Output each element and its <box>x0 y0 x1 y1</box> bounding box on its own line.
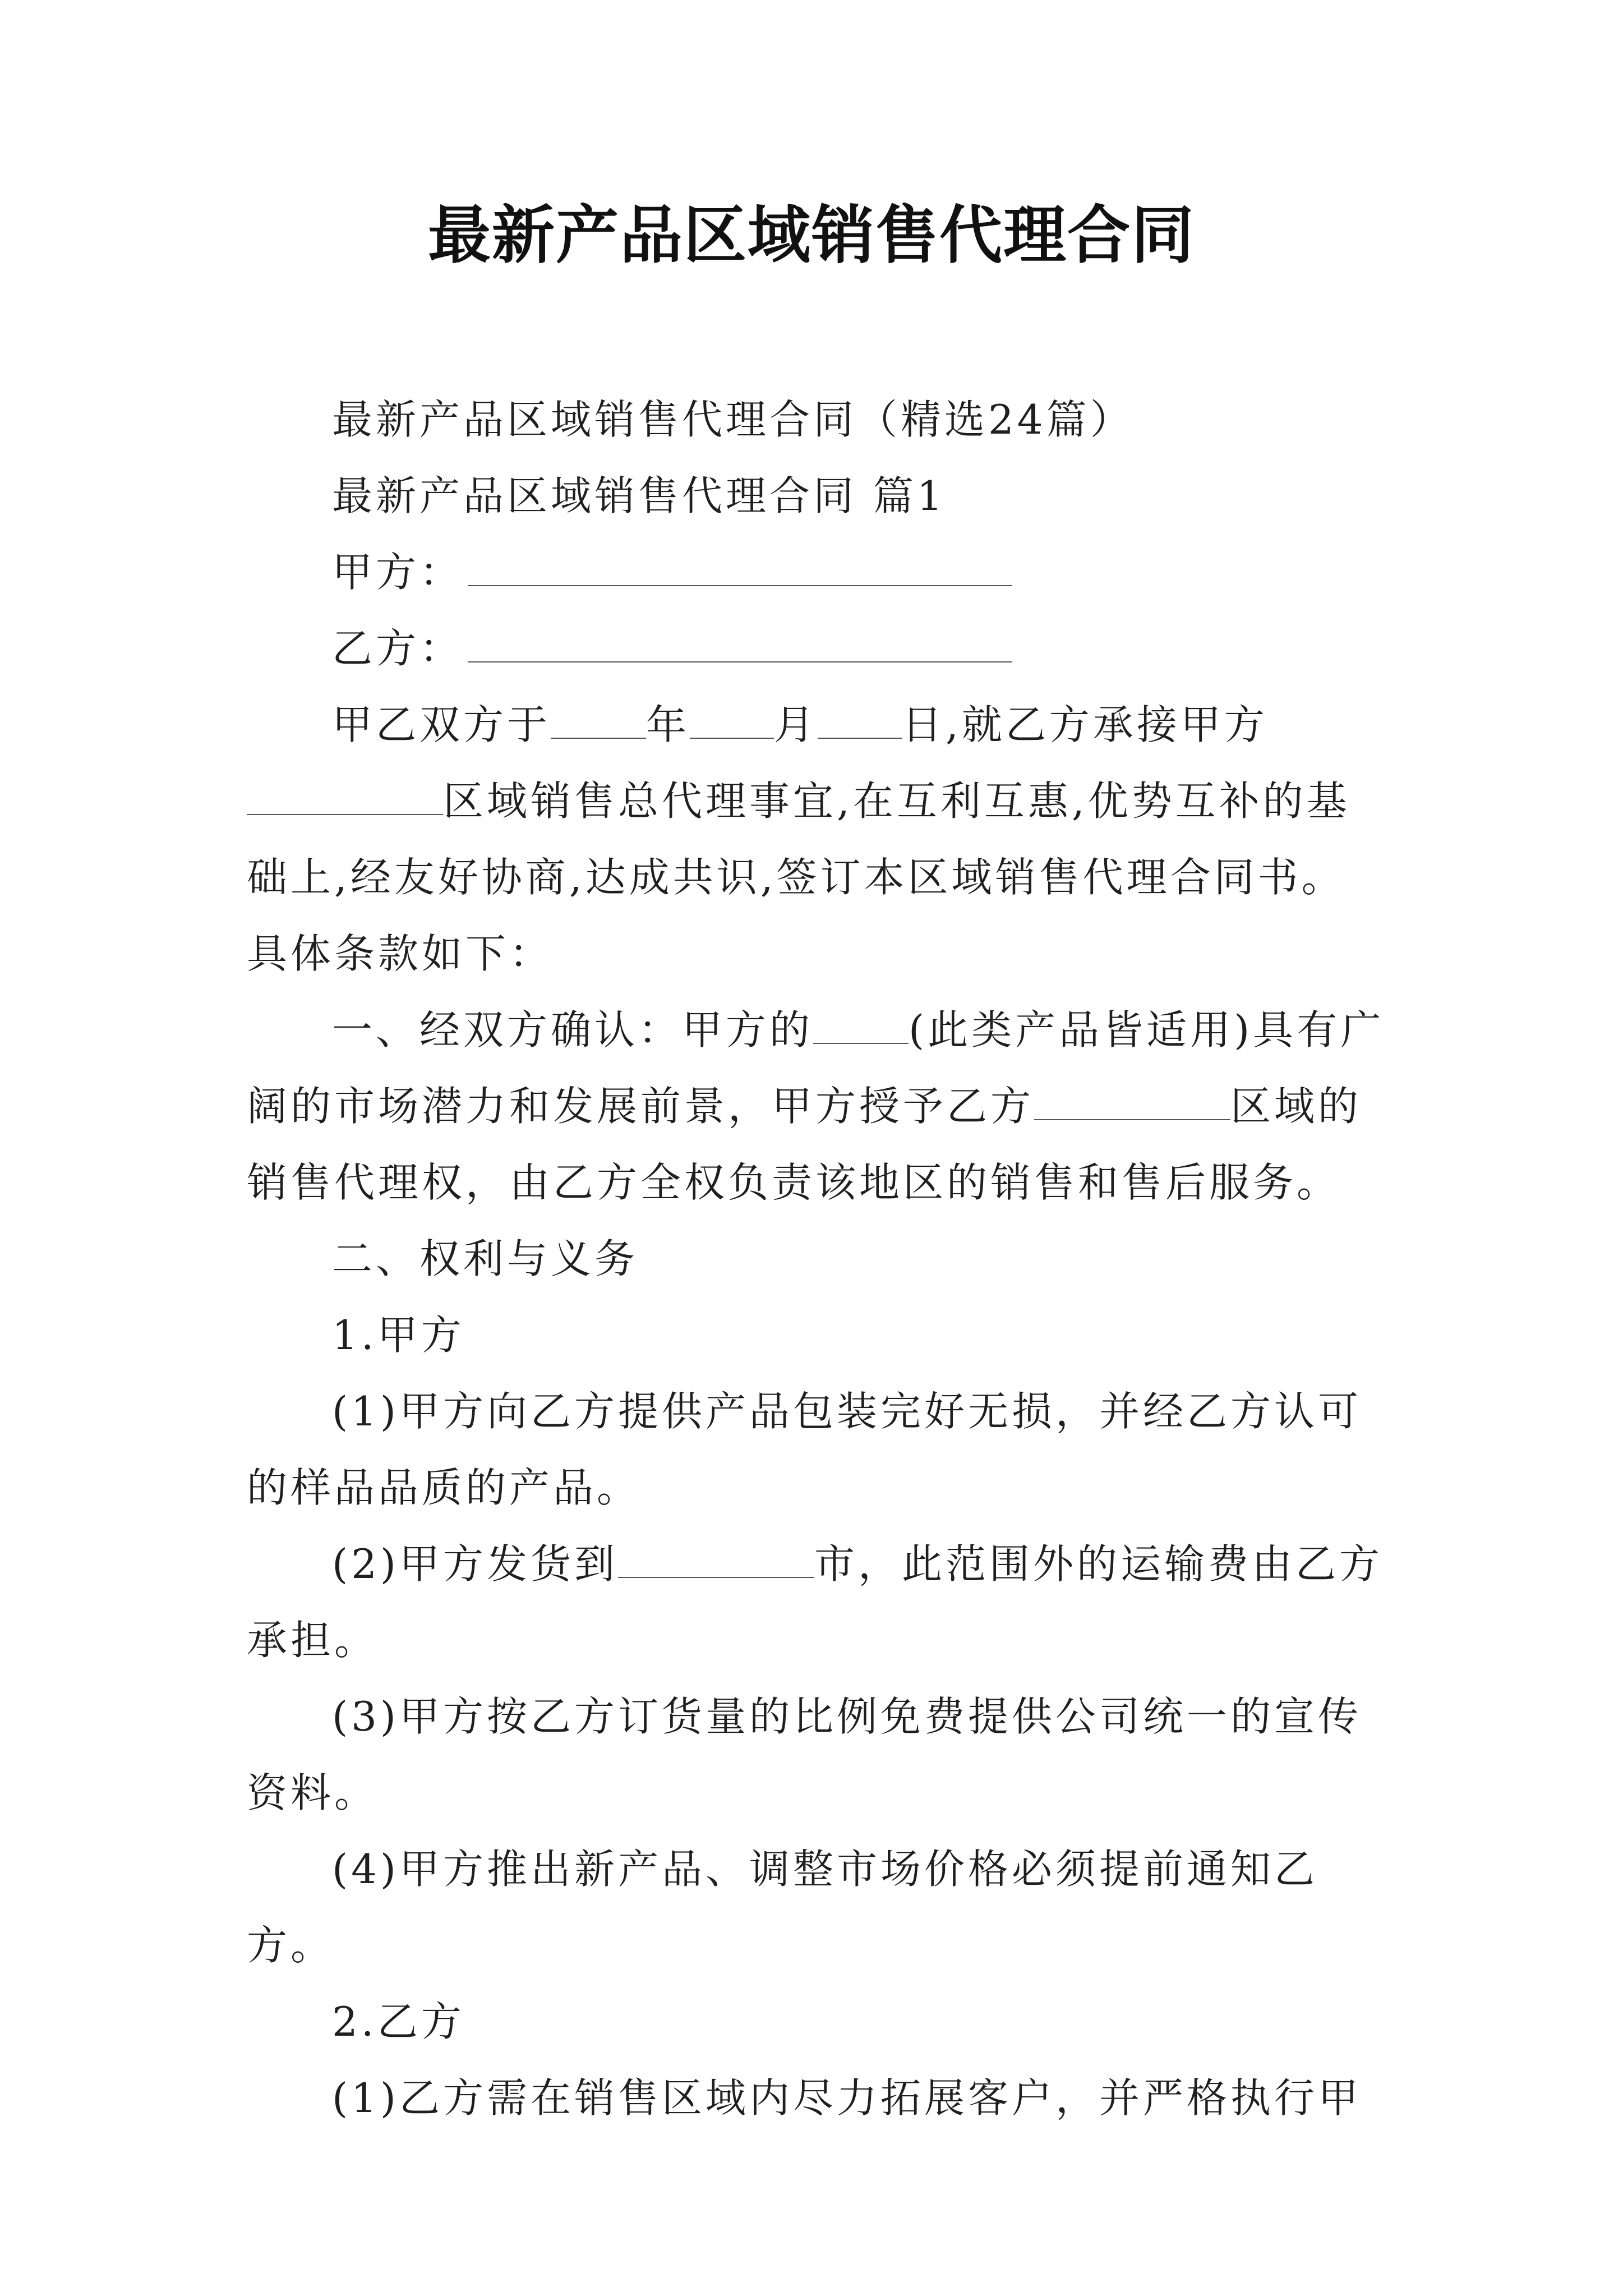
region-blank <box>247 780 443 815</box>
party-b-item-1: (1)乙方需在销售区域内尽力拓展客户，并严格执行甲 <box>332 2074 1362 2122</box>
intro-text-4: 日,就乙方承接甲方 <box>902 701 1268 748</box>
intro-text-5: 区域销售总代理事宜,在互利互惠,优势互补的基础上,经友好协商,达成共识,签订本区域销售代理合同书。具体条款如下： <box>247 777 1350 977</box>
party-b-label: 乙方： <box>332 625 464 672</box>
document-title: 最新产品区域销售代理合同 <box>428 199 1195 272</box>
party-a-item-2-text-2: 市，此范围外的运输费由乙方承担。 <box>247 1540 1384 1664</box>
party-a-label: 甲方： <box>332 549 464 596</box>
product-blank <box>813 1009 909 1044</box>
year-blank <box>551 704 646 739</box>
intro-text-1: 甲乙双方于 <box>332 701 551 748</box>
party-a-item-1: (1)甲方向乙方提供产品包装完好无损，并经乙方认可的样品品质的产品。 <box>247 1388 1362 1511</box>
clause-1-text-2: (此类产品皆适用)具有广阔的市场潜力和发展前景，甲方授予乙方 <box>247 1006 1385 1130</box>
party-a-blank <box>468 551 1012 586</box>
party-a-item-3: (3)甲方按乙方订货量的比例免费提供公司统一的宣传资料。 <box>247 1693 1362 1816</box>
party-a-line <box>247 534 1385 610</box>
party-b-blank <box>468 628 1012 662</box>
party-b-section-heading: 2.乙方 <box>332 1998 465 2045</box>
document-subtitle: 最新产品区域销售代理合同（精选24篇） <box>332 396 1134 443</box>
party-b-line <box>247 610 1385 687</box>
intro-paragraph <box>247 687 1385 992</box>
intro-text-2: 年 <box>646 701 690 748</box>
party-a-section-heading: 1.甲方 <box>332 1312 465 1359</box>
clause-1-paragraph <box>247 992 1385 1221</box>
clause-1-text-3: 区域的销售代理权，由乙方全权负责该地区的销售和售后服务。 <box>247 1083 1362 1206</box>
clause-1-text-1: 一、经双方确认：甲方的 <box>332 1006 814 1053</box>
party-a-item-2 <box>247 1526 1385 1678</box>
month-blank <box>690 704 774 739</box>
party-a-item-2-text-1: (2)甲方发货到 <box>332 1540 618 1588</box>
section-heading: 最新产品区域销售代理合同 篇1 <box>332 472 946 519</box>
city-blank <box>618 1543 814 1578</box>
document-body <box>247 381 1385 2136</box>
intro-text-3: 月 <box>774 701 818 748</box>
clause-2-heading: 二、权利与义务 <box>332 1235 639 1282</box>
day-blank <box>818 704 902 739</box>
agency-region-blank <box>1034 1085 1230 1120</box>
party-a-item-4: (4)甲方推出新产品、调整市场价格必须提前通知乙方。 <box>247 1846 1318 1969</box>
